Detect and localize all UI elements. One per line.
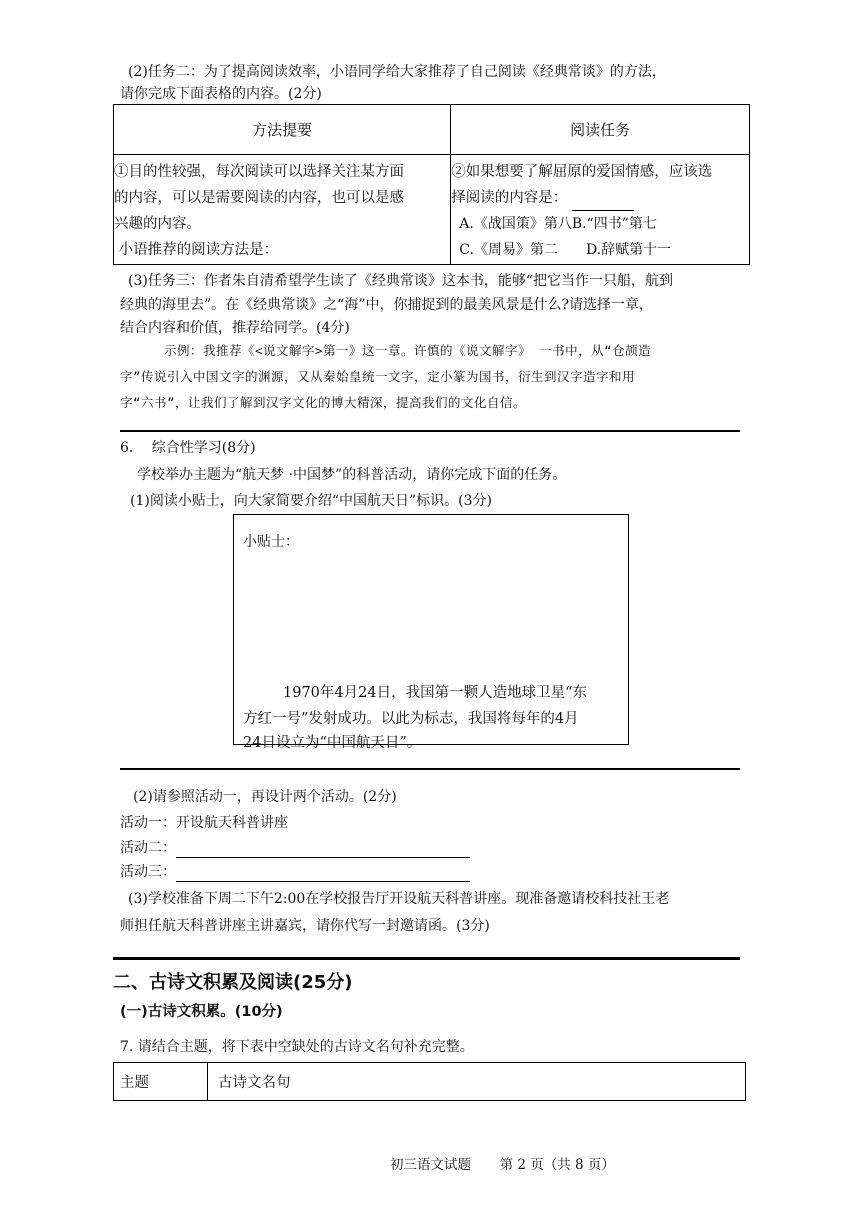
task-line — [451, 185, 749, 211]
divider — [120, 768, 740, 770]
tip-line: 方红一号”发射成功。以此为标志，我国将每年的4月 — [243, 711, 579, 727]
tip-label: 小贴士： — [243, 534, 299, 550]
activity2-blank[interactable] — [176, 839, 470, 858]
activity3 — [120, 862, 470, 882]
table-cell-task — [451, 155, 750, 265]
reading-method-table — [113, 104, 750, 265]
task3-example-line1: 示例：我推荐《<说文解字>第一》这一章。许慎的《说文解字》 一书中，从“仓颉造 — [164, 343, 652, 358]
tip-box — [233, 514, 629, 751]
table-cell-method — [114, 155, 451, 265]
activity3-blank[interactable] — [176, 863, 470, 882]
task-line: ②如果想要了解屈原的爱国情感，应该选 — [451, 164, 713, 180]
section-divider — [113, 957, 740, 960]
method-line: ①目的性较强，每次阅读可以选择关注某方面 — [114, 164, 404, 180]
option-line: C.《周易》第二 D.辞赋第十一 — [459, 242, 672, 258]
tip-text — [243, 680, 625, 754]
task3-line1: (3)任务三：作者朱自清希望学生读了《经典常谈》这本书，能够“把它当作一只船，航到 — [128, 273, 673, 289]
poetry-table — [113, 1062, 746, 1101]
footer-exam: 初三语文试题 — [390, 1157, 471, 1173]
table-header-method: 方法提要 — [114, 105, 451, 155]
answer-blank[interactable] — [572, 190, 634, 211]
task2-line2: 请你完成下面表格的内容。(2分) — [120, 86, 322, 102]
activity1: 活动一：开设航天科普讲座 — [120, 815, 288, 831]
method-line: 小语推荐的阅读方法是： — [114, 242, 279, 258]
activity2 — [120, 838, 470, 858]
task3-line2: 经典的海里去”。在《经典常谈》之“海”中，你捕捉到的最美风景是什么?请选择一章， — [120, 297, 653, 313]
q6-sub2: (2)请参照活动一，再设计两个活动。(2分) — [133, 789, 397, 805]
q6-sub3-line2: 师担任航天科普讲座主讲嘉宾，请你代写一封邀请函。(3分) — [120, 918, 490, 934]
section2-subtitle: (一)古诗文积累。(10分) — [120, 1004, 283, 1020]
q6-title: 6． 综合性学习(8分) — [120, 440, 256, 456]
tip-line: 1970年4月24日，我国第一颗人造地球卫星“东 — [283, 685, 587, 701]
option-line: A.《战国策》第八B.“四书”第七 — [459, 216, 657, 232]
poetry-table-header-lines: 古诗文名句 — [208, 1063, 746, 1101]
table-header-task: 阅读任务 — [451, 105, 750, 155]
method-line: 的内容，可以是需要阅读的内容，也可以是感 — [114, 190, 404, 206]
task3-example-line2: 字”传说引入中国文字的渊源，又从秦始皇统一文字，定小篆为国书，衍生到汉字造字和用 — [120, 369, 636, 384]
divider — [120, 430, 740, 432]
q6-sub1: (1)阅读小贴士，向大家简要介绍“中国航天日”标识。(3分) — [130, 493, 492, 509]
q6-intro: 学校举办主题为“航天梦 ·中国梦”的科普活动，请你完成下面的任务。 — [137, 467, 567, 483]
footer-page: 第 2 页（共 8 页） — [499, 1157, 615, 1173]
activity2-label: 活动二： — [120, 840, 176, 856]
tip-line: 24日设立为“中国航天日”。 — [243, 735, 422, 751]
poetry-table-header-theme: 主题 — [114, 1063, 208, 1101]
q6-sub3-line1: (3)学校准备下周二下午2:00在学校报告厅开设航天科普讲座。现准备邀请校科技社王老 — [128, 891, 670, 907]
task2-line1: (2)任务二：为了提高阅读效率，小语同学给大家推荐了自己阅读《经典常谈》的方法， — [128, 64, 666, 80]
section2-title: 二、古诗文积累及阅读(25分) — [113, 972, 353, 993]
task-line-text: 择阅读的内容是： — [451, 190, 568, 206]
q7-prompt: 7. 请结合主题，将下表中空缺处的古诗文名句补充完整。 — [120, 1039, 474, 1055]
method-line: 兴趣的内容。 — [114, 216, 201, 232]
activity3-label: 活动三： — [120, 864, 176, 880]
footer — [390, 1153, 615, 1173]
task3-example-line3: 字“六书”，让我们了解到汉字文化的博大精深，提高我们的文化自信。 — [120, 395, 527, 410]
task3-line3: 结合内容和价值，推荐给同学。(4分) — [120, 320, 350, 336]
